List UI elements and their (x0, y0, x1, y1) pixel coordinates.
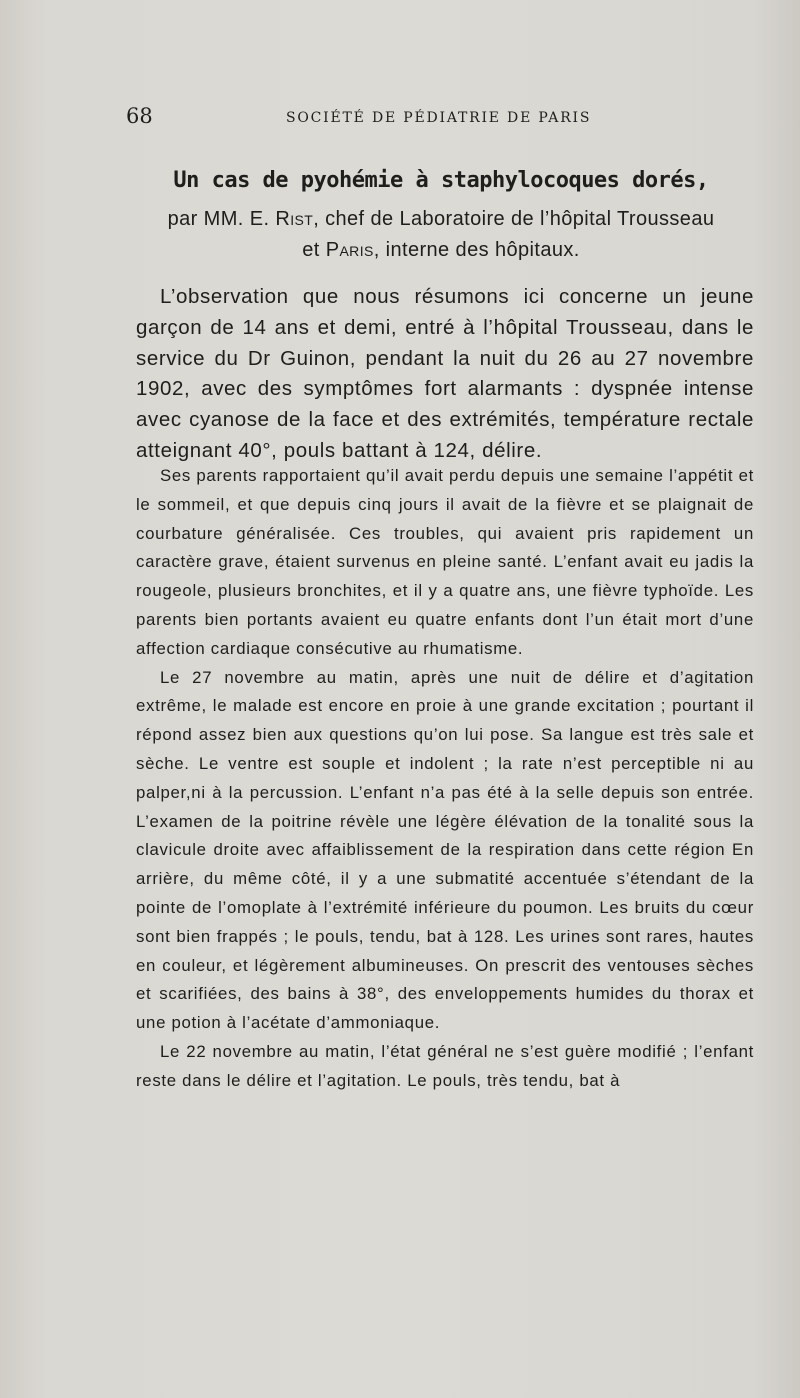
intro-section (136, 282, 754, 467)
author-paris: Paris (325, 239, 374, 261)
body-text (136, 462, 754, 1096)
intro-paragraph: L’observation que nous résumons ici concerne un jeune garçon de 14 ans et demi, entré à l’hôpital Trousseau, dans le service du Dr Guinon, pendant la nuit du 26 au 27 novembre 1902, avec des symptômes fort alarmants : dyspnée intense avec cyanose de la face et des extrémités, température rectale atteignant 40°, pouls battant à 124, délire. (136, 285, 754, 462)
byline-line-1 (130, 208, 752, 231)
article-title: Un cas de pyohémie à staphylocoques dorés, (173, 168, 709, 193)
paragraph-november-22: Le 22 novembre au matin, l’état général ne s’est guère modifié ; l’enfant reste dans le délire et l’agitation. Le pouls, très tendu, bat à (136, 1041, 754, 1090)
author-rist: Rist (275, 208, 314, 230)
byline-conjunction: et (302, 239, 326, 261)
page-number: 68 (126, 104, 153, 128)
byline-affiliation: , chef de Laboratoire de l’hôpital Trousseau (313, 208, 715, 230)
page-header (126, 104, 752, 134)
byline-prefix: par MM. E. (167, 208, 276, 230)
running-head: SOCIÉTÉ DE PÉDIATRIE DE PARIS (286, 110, 592, 126)
paragraph-november-27: Le 27 novembre au matin, après une nuit de délire et d’agitation extrême, le malade est encore en proie à une grande excitation ; pourtant il répond assez bien aux questions qu’on lui pose. Sa langue est très sale et sèche. Le ventre est souple et indolent ; la rate n’est perceptible ni au palper,ni à la percussion. L’enfant n’a pas été à la selle depuis son entrée. L’examen de la poitrine révèle une légère élévation de la tonalité sous la clavicule droite avec affaiblissement de la respiration dans cette région En arrière, du même côté, il y a une submatité accentuée s’étendant de la pointe de l’omoplate à l’extrémité inférieure du poumon. Les bruits du cœur sont bien frappés ; le pouls, tendu, bat à 128. Les urines sont rares, hautes en couleur, et légèrement albumineuses. On prescrit des ventouses sèches et scarifiées, des bains à 38°, des enveloppements humides du thorax et une potion à l’acétate d’ammoniaque. (136, 667, 754, 1033)
paragraph-history: Ses parents rapportaient qu’il avait perdu depuis une semaine l’appétit et le sommeil, et que depuis cinq jours il avait de la fièvre et se plaignait de courbature généralisée. Ces troubles, qui avaient pris rapidement un caractère grave, étaient survenus en pleine santé. L’enfant avait eu jadis la rougeole, plusieurs bronchites, et il y a quatre ans, une fièvre typhoïde. Les parents bien portants avaient eu quatre enfants dont l’un était mort d’une affection cardiaque consécutive au rhumatisme. (136, 466, 754, 658)
byline-affiliation-2: , interne des hôpitaux. (373, 239, 580, 261)
byline-line-2 (130, 239, 752, 262)
